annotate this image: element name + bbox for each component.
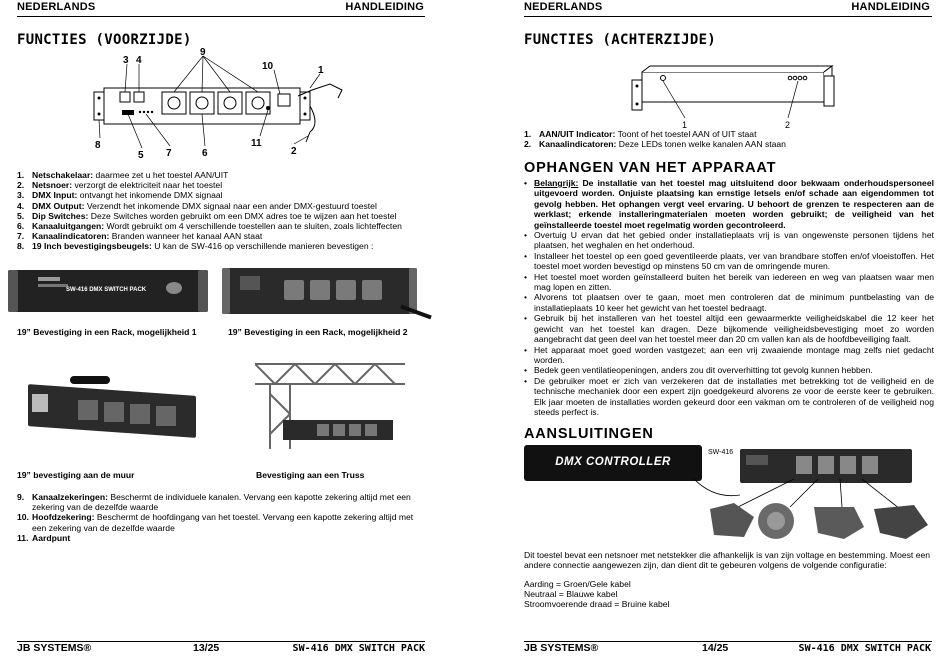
list-item: • Gebruik bij het installeren van het toestel altijd een gewaarmerkte veiligheidskabel die 12 keer het gewicht van het toestel kan dragen. Deze bijkomende veiligheidsbevestiging moet zo worden aangebracht dat geen deel van het toestel meer dan 20 cm vallen kan als de hoofdbeveiliging faalt. <box>524 313 934 344</box>
callout-2: 2 <box>291 146 297 157</box>
list-item: 1. AAN/UIT Indicator: Toont of het toestel AAN of UIT staat <box>524 129 757 139</box>
list-item: 2. Netsnoer: verzorgt de elektriciteit naar het toestel <box>17 180 223 191</box>
left-footer-model: SW-416 DMX SWITCH PACK <box>292 643 425 654</box>
caption-wall: 19” bevestiging aan de muur <box>17 470 135 480</box>
list-item: 4. DMX Output: Verzendt het inkomende DMX signaal naar een ander DMX-gestuurd toestel <box>17 200 377 211</box>
wall-mount-photo <box>20 372 200 442</box>
list-item: 5. Dip Switches: Deze Switches worden gebruikt om een DMX adres toe te wijzen aan het toestel <box>17 210 397 221</box>
wire-earth: Aarding = Groen/Gele kabel <box>524 579 631 589</box>
right-footer-brand: JB SYSTEMS® <box>524 642 599 654</box>
list-item: • Belangrijk: De installatie van het toestel mag uitsluitend door bekwaam onderhoudspersoneel uitgevoerd worden. Onjuiste plaatsing kan ernstige letsels en/of schade aan eigendommen tot gevolg hebben. Het ophangen vergt veel ervaring. U behoort de grenzen te respecteren aan de werklast; erkende installeringmaterialen moeten worden gebruikt; de veiligheid van het geïnstalleerde toestel moet regelmatig worden gecontroleerd. <box>524 178 934 230</box>
right-header-title: HANDLEIDING <box>851 1 930 13</box>
install-bullets <box>524 178 934 417</box>
list-item: • Installeer het toestel op een goed geventileerde plaats, ver van brandbare stoffen en/of vloeistoffen. Het toestel moet worden bevestigd op minstens 50 cm van de omringende muren. <box>524 251 934 272</box>
list-item: 3. DMX Input: ontvangt het inkomende DMX signaal <box>17 190 223 201</box>
front-functions-list <box>17 170 427 252</box>
left-header-language: NEDERLANDS <box>17 1 96 13</box>
list-item: 11. Aardpunt <box>17 532 71 543</box>
list-item: 8. 19 Inch bevestigingsbeugels: U kan de SW-416 op verschillende manieren bevestigen : <box>17 241 374 252</box>
callout-10: 10 <box>262 61 274 72</box>
caption-rack-2: 19” Bevestiging in een Rack, mogelijkheid 2 <box>228 327 408 337</box>
front-functions-list-2 <box>17 492 429 543</box>
front-panel-device <box>94 84 342 142</box>
lighting-effects <box>710 503 928 539</box>
right-footer-model: SW-416 DMX SWITCH PACK <box>798 643 931 654</box>
list-item: • Het apparaat moet goed worden vastgezet; aan een vrij zwaaiende montage mag zelfs niet gedacht worden. <box>524 345 934 366</box>
left-section-title: FUNCTIES (VOORZIJDE) <box>17 32 192 48</box>
front-panel-diagram <box>80 46 370 164</box>
callout-6: 6 <box>202 148 208 159</box>
list-item: • De gebruiker moet er zich van verzekeren dat de installaties met betrekking tot de veiligheid en de technische mechaniek door een expert zijn goedgekeurd alvorens ze voor de eerste keer te gebruiken. Elk jaar moeten de installaties worden gekeurd door een vakman om te controleren of de veiligheid nog steeds perfect is. <box>524 376 934 418</box>
callout-11: 11 <box>251 138 262 149</box>
callout-4: 4 <box>136 55 142 66</box>
list-item: 1. Netschakelaar: daarmee zet u het toestel AAN/UIT <box>17 170 229 180</box>
callout-3: 3 <box>123 55 129 66</box>
callout-8: 8 <box>95 140 101 151</box>
callout-1: 1 <box>318 65 324 76</box>
right-header-language: NEDERLANDS <box>524 1 603 13</box>
connections-text: Dit toestel bevat een netsnoer met netstekker die afhankelijk is van zijn voltage en bestemming. Moest een andere connectie aangewezen zijn, dan dient dit te gebeuren volgens de volgende configuratie: <box>524 550 931 571</box>
connections-title: AANSLUITINGEN <box>524 426 654 442</box>
connection-diagram <box>524 443 934 543</box>
left-header-title: HANDLEIDING <box>345 1 424 13</box>
left-footer-brand: JB SYSTEMS® <box>17 642 92 654</box>
list-item: 7. Kanaalindicatoren: Branden wanneer het kanaal AAN staat <box>17 231 263 242</box>
list-item: 9. Kanaalzekeringen: Beschermt de individuele kanalen. Vervang een kapotte zekering altijd met een zekering van de dezelfde waarde <box>17 492 411 513</box>
wire-live: Stroomvoerende draad = Bruine kabel <box>524 599 670 609</box>
right-footer-page: 14/25 <box>702 642 729 654</box>
list-item: • Overtuig U ervan dat het gebied onder installatieplaats vrij is van ongewenste personen tijdens het plaatsen, het weghalen en het onderhoud. <box>524 230 934 251</box>
list-item: • Alvorens tot plaatsen over te gaan, moet men controleren dat de minimum puntbelasting van de installatieplaats 10 keer het gewicht van het toestel bedraagt. <box>524 292 934 313</box>
rear-panel-diagram <box>628 62 838 134</box>
caption-rack-1: 19” Bevestiging in een Rack, mogelijkheid 1 <box>17 327 197 337</box>
callout-9: 9 <box>200 47 206 58</box>
caption-truss: Bevestiging aan een Truss <box>256 470 365 480</box>
rear-panel-device <box>632 66 834 110</box>
callout-5: 5 <box>138 150 144 161</box>
sw-416-device <box>740 449 912 483</box>
rear-callout-1: 1 <box>682 120 688 130</box>
rack-front-label: SW-416 DMX SWITCH PACK <box>66 287 147 293</box>
dmx-controller-box <box>524 445 702 481</box>
rack-mount-photo-1 <box>8 266 208 316</box>
wire-neutral: Neutraal = Blauwe kabel <box>524 589 618 599</box>
truss-mount-photo <box>255 354 405 454</box>
rear-functions-list <box>524 129 934 149</box>
right-header-rule <box>524 16 932 17</box>
list-item: • Het toestel moet worden geïnstalleerd buiten het bereik van iedereen en weg van plaatsen waar men mag lopen en zitten. <box>524 272 934 293</box>
left-header-rule <box>17 16 425 17</box>
list-item: 2. Kanaalindicatoren: Deze LEDs tonen welke kanalen AAN staan <box>524 139 786 150</box>
callout-7: 7 <box>166 148 172 159</box>
left-footer-page: 13/25 <box>193 642 220 654</box>
list-item: 6. Kanaaluitgangen: Wordt gebruikt om 4 verschillende toestellen aan te sluiten, zoals lichteffecten <box>17 221 402 232</box>
rack-mount-photo-2 <box>222 266 432 322</box>
list-item: • Bedek geen ventilatieopeningen, anders zou dit oververhitting tot gevolg kunnen hebben. <box>524 365 934 375</box>
list-item: 10. Hoofdzekering: Beschermt de hoofdingang van het toestel. Vervang een kapotte zekering altijd met een zekering van de dezelfde waarde <box>17 512 414 533</box>
right-section-title: FUNCTIES (ACHTERZIJDE) <box>524 32 717 48</box>
sw-416-label: SW-416 <box>708 449 734 456</box>
dmx-controller-label: DMX CONTROLLER <box>555 456 671 468</box>
rear-callout-2: 2 <box>785 120 791 130</box>
install-title: OPHANGEN VAN HET APPARAAT <box>524 160 777 176</box>
